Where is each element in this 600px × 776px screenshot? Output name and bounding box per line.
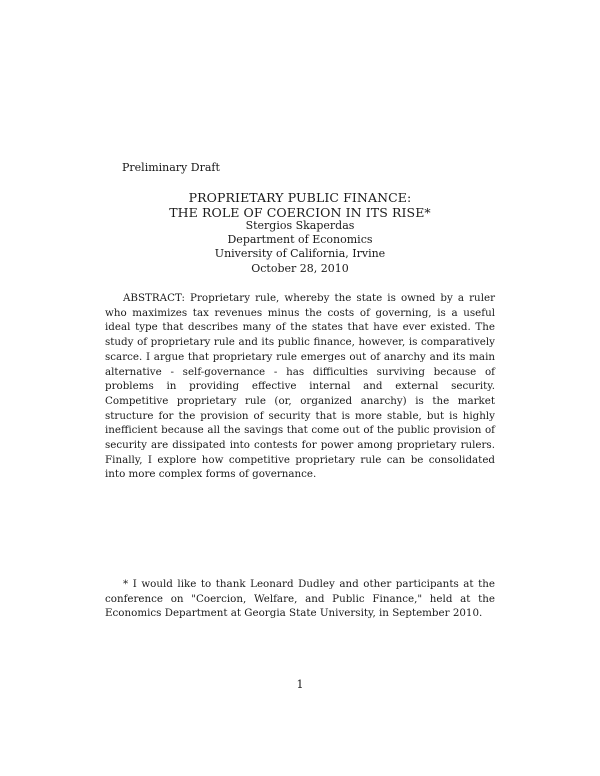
acknowledgement-footnote: * I would like to thank Leonard Dudley and other participants at the conference on "Coercion, Welfare, and Public Finance," held at the Economics Department at Georgia State University, in September 2010. <box>105 578 495 620</box>
author-name: Stergios Skaperdas <box>245 219 355 232</box>
draft-label: Preliminary Draft <box>122 161 220 174</box>
author-block <box>100 219 500 276</box>
paper-date: October 28, 2010 <box>251 261 349 275</box>
paper-title <box>100 190 500 220</box>
author-department: Department of Economics <box>227 233 373 247</box>
title-line-1: PROPRIETARY PUBLIC FINANCE: <box>188 190 412 205</box>
abstract-paragraph: ABSTRACT: Proprietary rule, whereby the state is owned by a ruler who maximizes tax revenues minus the costs of governing, is a useful ideal type that describes many of the states that have ever existed. The study of proprietary rule and its public finance, however, is comparatively scarce. I argue that proprietary rule emerges out of anarchy and its main alternative - self-governance - has difficulties surviving because of problems in providing effective internal and external security. Competitive proprietary rule (or, organized anarchy) is the market structure for the provision of security that is more stable, but is highly inefficient because all the savings that come out of the public provision of security are dissipated into contests for power among proprietary rulers. Finally, I explore how competitive proprietary rule can be consolidated into more complex forms of governance. <box>105 292 495 481</box>
title-line-2: THE ROLE OF COERCION IN ITS RISE* <box>169 205 431 220</box>
author-institution: University of California, Irvine <box>214 247 386 261</box>
page-number: 1 <box>296 678 304 691</box>
